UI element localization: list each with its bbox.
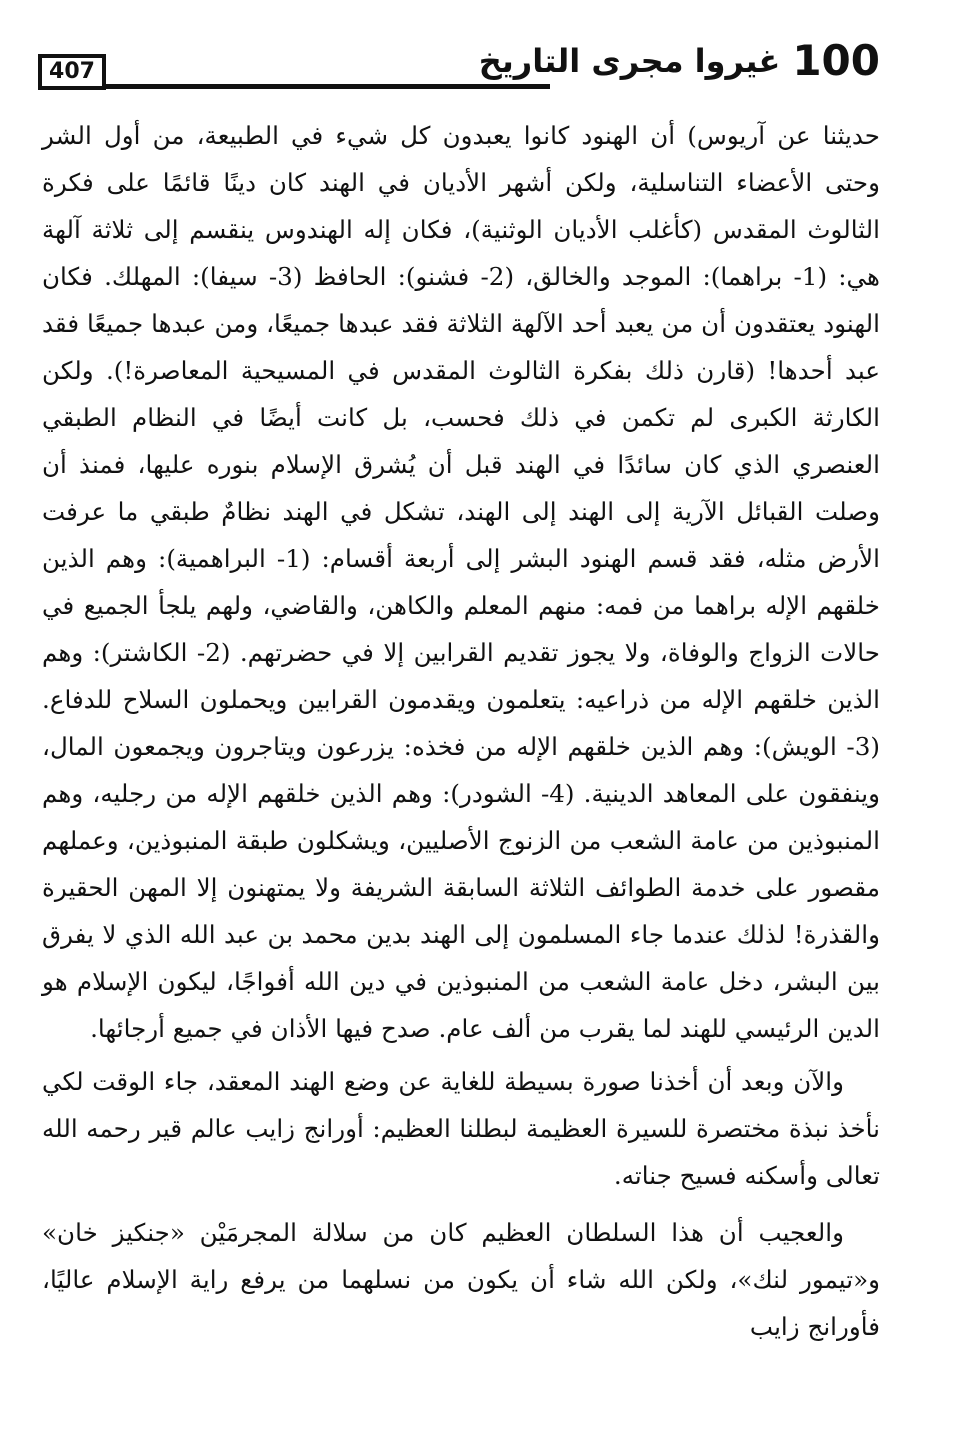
- page-body: [42, 112, 880, 1350]
- paragraph-3: والعجيب أن هذا السلطان العظيم كان من سلالة المجرمَيْن «جنكيز خان» و«تيمور لنك»، ولكن الله شاء أن يكون من نسلهما من يرفع راية الإسلام عاليًا، فأورانج زايب: [42, 1218, 880, 1341]
- page-number-box: [38, 54, 106, 90]
- paragraph-2: والآن وبعد أن أخذنا صورة بسيطة للغاية عن وضع الهند المعقد، جاء الوقت لكي نأخذ نبذة مختصرة للسيرة العظيمة لبطلنا العظيم: أورانج زايب عالم قير رحمه الله تعالى وأسكنه فسيح جناته.: [42, 1067, 880, 1190]
- paragraph-1: حديثنا عن آريوس) أن الهنود كانوا يعبدون كل شيء في الطبيعة، من أول الشر وحتى الأعضاء التناسلية، ولكن أشهر الأديان في الهند كان دينًا قائمًا على فكرة الثالوث المقدس (كأغلب الأديان الوثنية)، فكان إله الهندوس ينقسم إلى ثلاثة آلهة هي: (1- براهما): الموجد والخالق، (2- فشنو): الحافظ (3- سيفا): المهلك. فكان الهنود يعتقدون أن من يعبد أحد الآلهة الثلاثة فقد عبدها جميعًا، ومن عبدها جميعًا فقد عبد أحدها! (قارن ذلك بفكرة الثالوث المقدس في المسيحية المعاصرة!). ولكن الكارثة الكبرى لم تكمن في ذلك فحسب، بل كانت أيضًا في النظام الطبقي العنصري الذي كان سائدًا في الهند قبل أن يُشرق الإسلام بنوره عليها، فمنذ أن وصلت القبائل الآرية إلى الهند إلى الهند، تشكل في الهند نظامٌ طبقي ما عرفت الأرض مثله، فقد قسم الهنود البشر إلى أربعة أقسام: (1- البراهمية): وهم الذين خلقهم الإله براهما من فمه: منهم المعلم والكاهن، والقاضي، ولهم يلجأ الجميع في حالات الزواج والوفاة، ولا يجوز تقديم القرابين إلا في حضرتهم. (2- الكاشتر): وهم الذين خلقهم الإله من ذراعيه: يتعلمون ويقدمون القرابين ويحملون السلاح للدفاع. (3- الويش): وهم الذين خلقهم الإله من فخذه: يزرعون ويتاجرون ويجمعون المال، وينفقون على المعاهد الدينية. (4- الشودر): وهم الذين خلقهم الإله من رجليه، وهم المنبوذين من عامة الشعب من الزنوج الأصليين، ويشكلون طبقة المنبوذين، وعملهم مقصور على خدمة الطوائف الثلاثة السابقة الشريفة ولا يمتهنون إلا المهن الحقيرة والقذرة! لذلك عندما جاء المسلمون إلى الهند بدين محمد بن عبد الله الذي لا يفرق بين البشر، دخل عامة الشعب من المنبوذين في دين الله أفواجًا، ليكون الإسلام هو الدين الرئيسي للهند لما يقرب من ألف عام. صدح فيها الأذان في جميع أرجائها.: [42, 121, 881, 1043]
- book-title-text: غيروا مجرى التاريخ: [478, 42, 781, 80]
- header-rule: [102, 84, 550, 89]
- page-number: 407: [49, 59, 95, 84]
- book-title: [478, 36, 880, 85]
- book-title-number: 100: [792, 36, 880, 85]
- page-header: [38, 36, 880, 100]
